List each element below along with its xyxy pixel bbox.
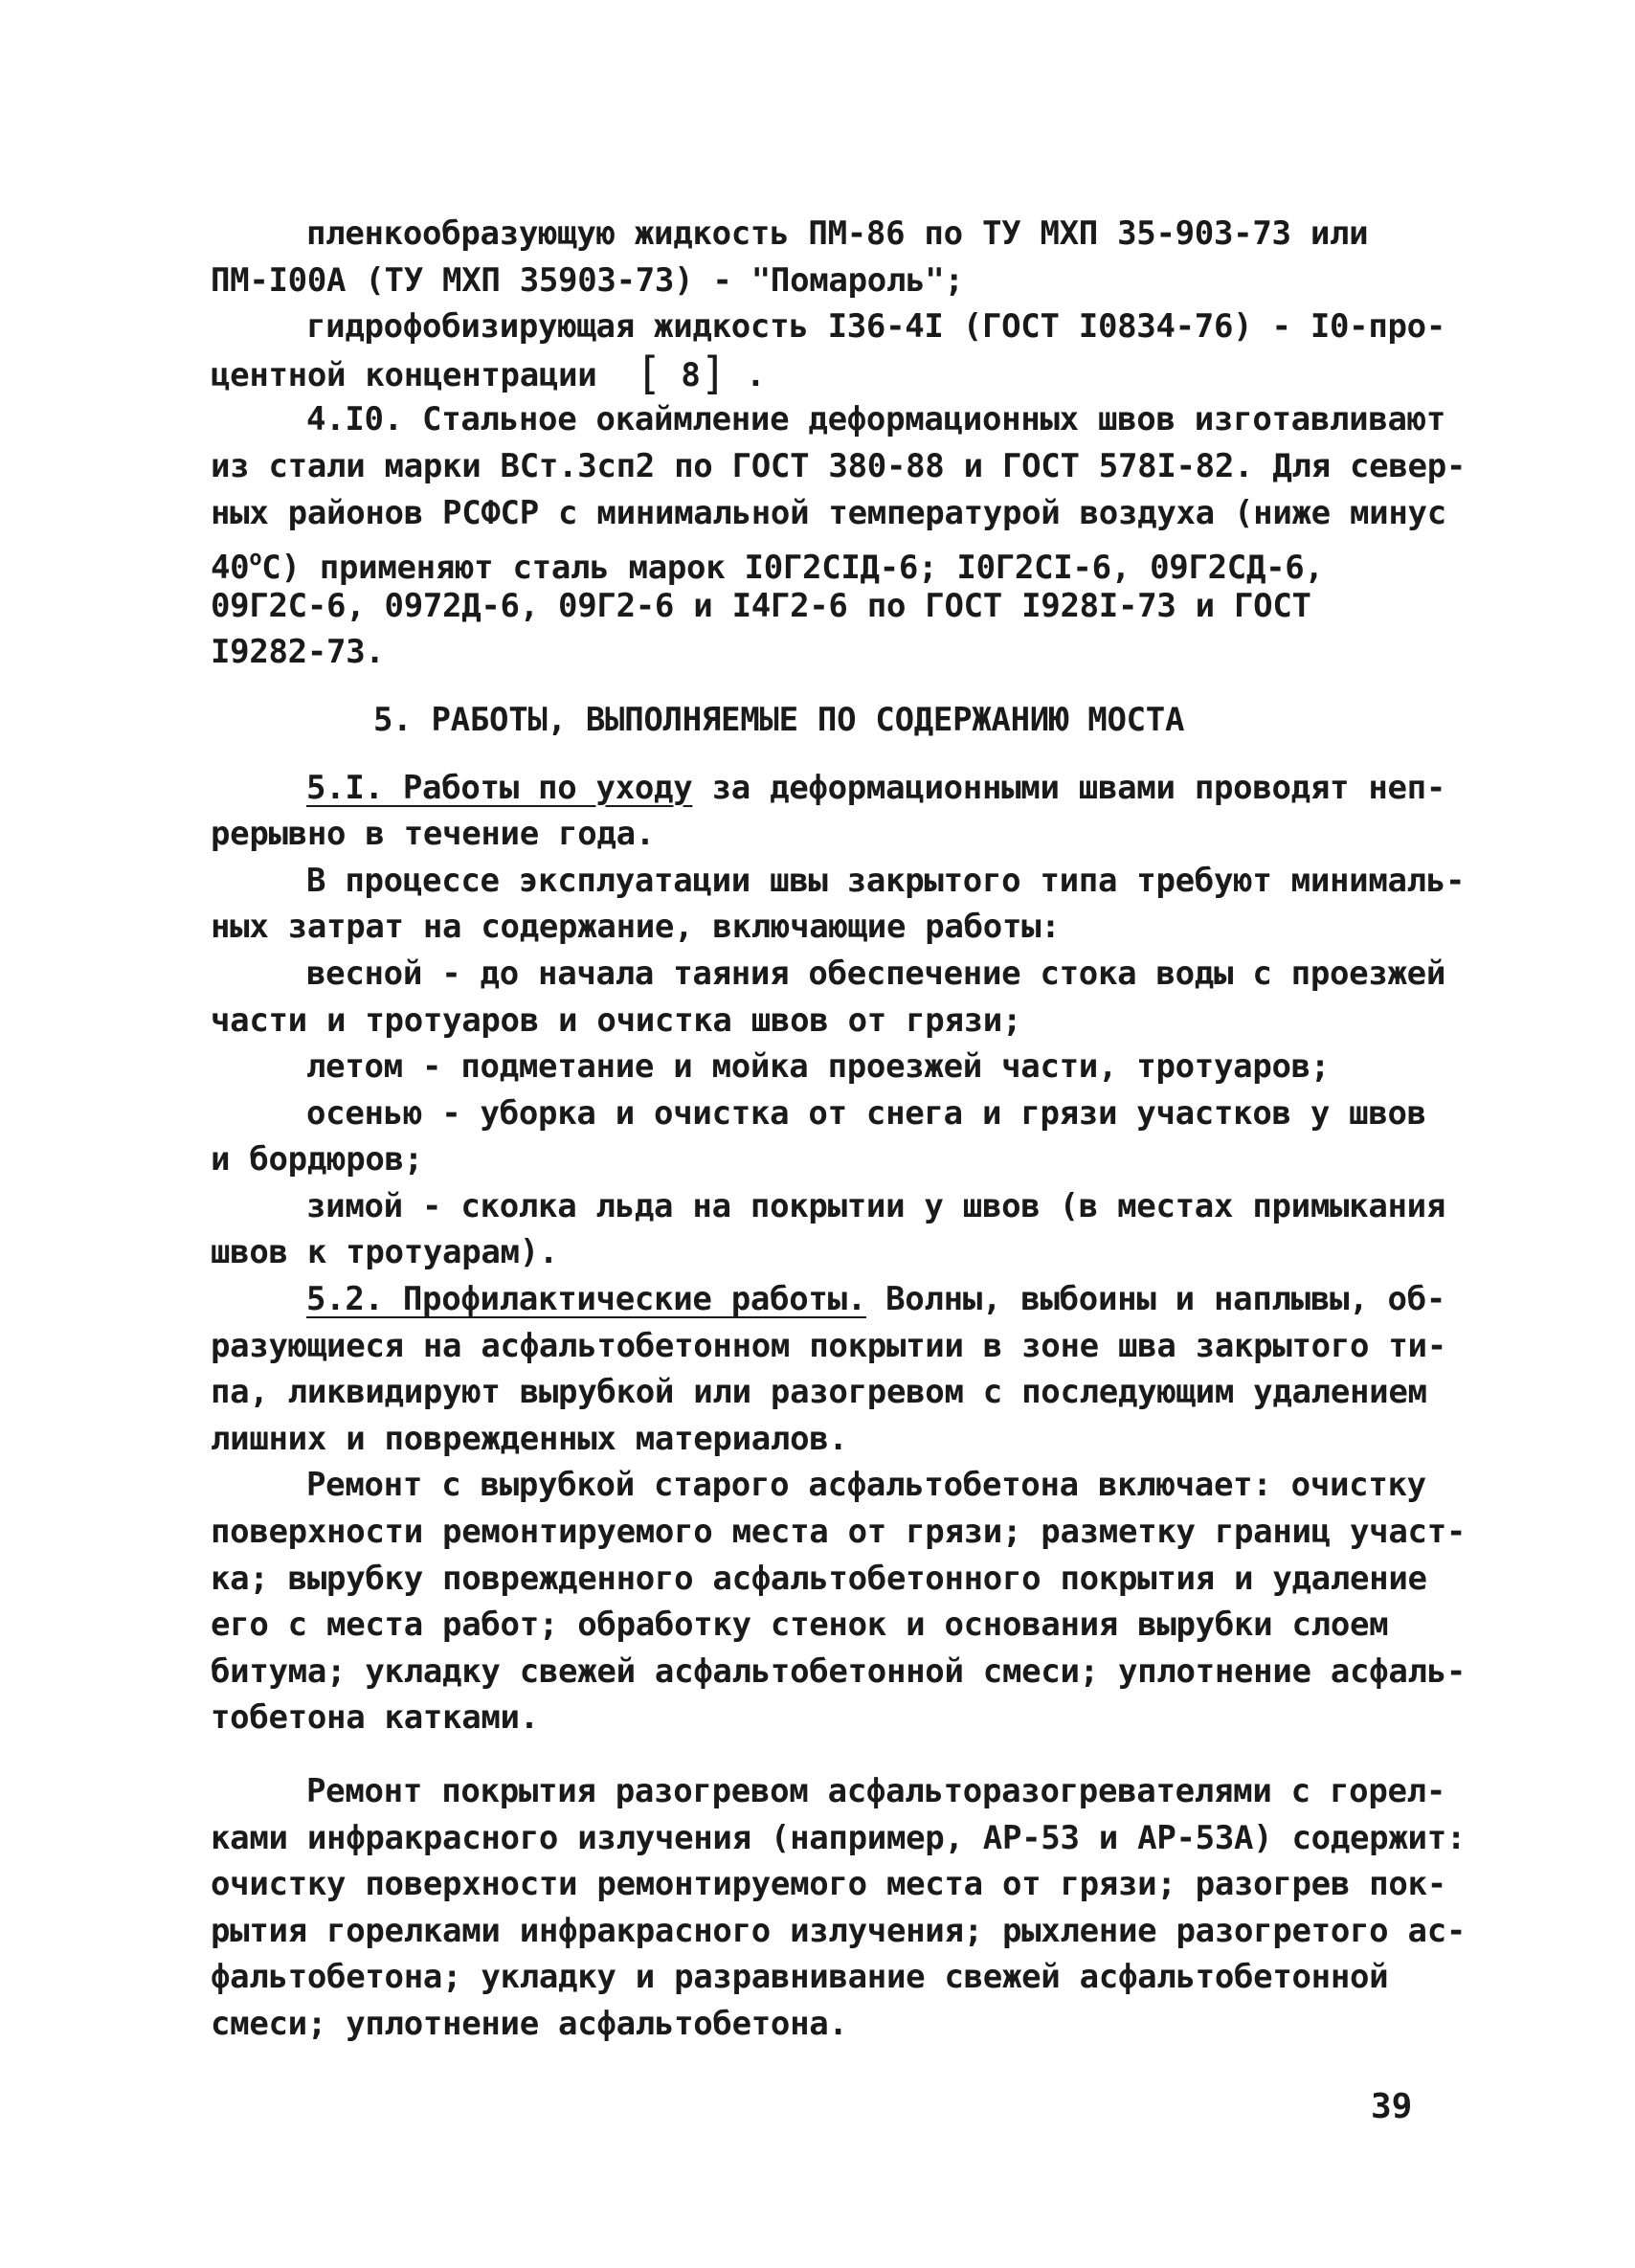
text-line: Ремонт покрытия разогревом асфальторазогревателями с горел- — [306, 1772, 1446, 1810]
text-line: центной концентрации [ 8] . — [211, 347, 766, 399]
text-line: его с места работ; обработку стенок и основания вырубки слоем — [211, 1606, 1389, 1645]
subsection-title: 5.I. Работы по уходу — [306, 768, 693, 807]
text-line: I9282-73. — [211, 633, 385, 672]
text-line: разующиеся на асфальтобетонном покрытии в зоне шва закрытого ти- — [211, 1326, 1446, 1365]
text-line: смеси; уплотнение асфальтобетона. — [211, 2004, 848, 2043]
text-line: поверхности ремонтируемого места от грязи; разметку границ участ- — [211, 1513, 1467, 1552]
text-line: рерывно в течение года. — [211, 815, 655, 854]
degree-superscript: о — [249, 547, 262, 572]
text-line: ка; вырубку поврежденного асфальтобетонного покрытия и удаление — [211, 1559, 1427, 1598]
text-line: ных затрат на содержание, включающие работы: — [211, 908, 1061, 947]
text-line: 5.I. Работы по уходу за деформационными швами проводят неп- — [306, 768, 1446, 807]
text-line: гидрофобизирующая жидкость I36-4I (ГОСТ I0834-76) - I0-про- — [306, 307, 1446, 347]
text-line: очистку поверхности ремонтируемого места от грязи; разогрев пок- — [211, 1865, 1446, 1904]
reference-bracket-close: ] — [700, 347, 727, 399]
text-line: ных районов РСФСР с минимальной температурой воздуха (ниже минус — [211, 493, 1446, 532]
reference-bracket-open: [ — [635, 347, 662, 399]
section-heading: 5. РАБОТЫ, ВЫПОЛНЯЕМЫЕ ПО СОДЕРЖАНИЮ МОСТА — [373, 700, 1185, 739]
subsection-title: 5.2. Профилактические работы. — [306, 1280, 866, 1319]
text-line: рытия горелками инфракрасного излучения; рыхление разогретого ас- — [211, 1911, 1467, 1950]
reference-number: 8 — [681, 355, 701, 394]
document-body — [211, 211, 1467, 2048]
text-line: и бордюров; — [211, 1140, 423, 1179]
text-line: части и тротуаров и очистка швов от грязи; — [211, 1000, 1022, 1040]
text-line: пленкообразующую жидкость ПМ-86 по ТУ МХП 35-903-73 или — [306, 214, 1369, 253]
text-line: ПМ-I00А (ТУ МХП 35903-73) - "Помароль"; — [211, 260, 964, 300]
text-line: ками инфракрасного излучения (например, АР-53 и АР-53А) содержит: — [211, 1818, 1467, 1857]
text-line: битума; укладку свежей асфальтобетонной смеси; уплотнение асфаль- — [211, 1651, 1467, 1691]
text-line: швов к тротуарам). — [211, 1233, 559, 1272]
text-line: 4.I0. Стальное окаймление деформационных швов изготавливают — [306, 400, 1446, 439]
text-line: па, ликвидируют вырубкой или разогревом с последующим удалением — [211, 1373, 1427, 1412]
text-line: лишних и поврежденных материалов. — [211, 1419, 848, 1458]
page-number: 39 — [1371, 2087, 1413, 2126]
text-line: Ремонт с вырубкой старого асфальтобетона включает: очистку — [306, 1466, 1426, 1505]
text-line: осенью - уборка и очистка от снега и грязи участков у швов — [306, 1093, 1426, 1133]
text-line: 5.2. Профилактические работы. Волны, выбоины и наплывы, об- — [306, 1280, 1446, 1319]
text-line: фальтобетона; укладку и разравнивание свежей асфальтобетонной — [211, 1958, 1389, 1997]
text-line: весной - до начала таяния обеспечение стока воды с проезжей — [306, 954, 1446, 993]
text-line: 09Г2С-6, 0972Д-6, 09Г2-6 и I4Г2-6 по ГОСТ I928I-73 и ГОСТ — [211, 586, 1311, 625]
text-line: из стали марки ВСт.3сп2 по ГОСТ 380-88 и ГОСТ 578I-82. Для север- — [211, 446, 1467, 485]
text-line: $40^оС$) применяют сталь марок I0Г2СIД-6; I0Г2СI-6, 09Г2СД-6, — [211, 547, 1324, 588]
text-line: В процессе эксплуатации швы закрытого типа требуют минималь- — [306, 861, 1466, 900]
text-line: зимой - сколка льда на покрытии у швов (в местах примыкания — [306, 1186, 1446, 1225]
text-line: летом - подметание и мойка проезжей части, тротуаров; — [306, 1047, 1330, 1087]
text-line: тобетона катками. — [211, 1698, 539, 1738]
